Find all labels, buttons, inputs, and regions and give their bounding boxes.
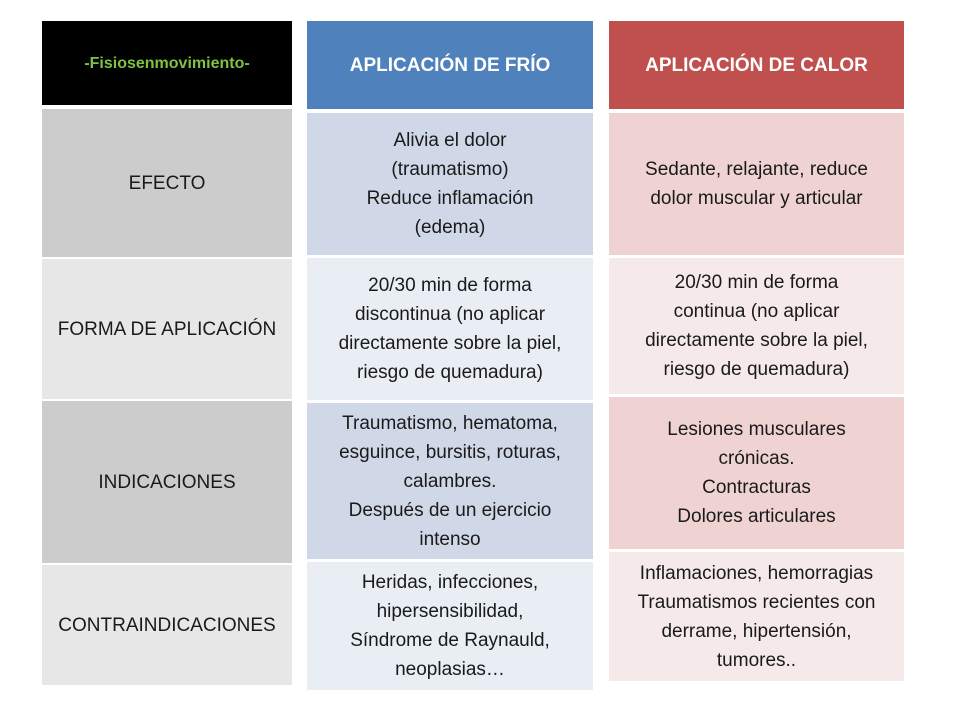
label-indicaciones: INDICACIONES <box>42 401 292 563</box>
label-contraindicaciones: CONTRAINDICACIONES <box>42 565 292 685</box>
frio-indicaciones: Traumatismo, hematoma, esguince, bursitis, roturas, calambres. Después de un ejercicio intenso <box>307 403 593 559</box>
labels-column <box>42 21 292 685</box>
label-efecto: EFECTO <box>42 109 292 257</box>
calor-contraindicaciones: Inflamaciones, hemorragias Traumatismos recientes con derrame, hipertensión, tumores.. <box>609 552 904 681</box>
calor-header: APLICACIÓN DE CALOR <box>609 21 904 109</box>
frio-forma: 20/30 min de forma discontinua (no aplicar directamente sobre la piel, riesgo de quemadura) <box>307 258 593 400</box>
frio-header: APLICACIÓN DE FRÍO <box>307 21 593 109</box>
label-forma: FORMA DE APLICACIÓN <box>42 259 292 399</box>
frio-efecto: Alivia el dolor (traumatismo) Reduce inflamación (edema) <box>307 113 593 255</box>
calor-forma: 20/30 min de forma continua (no aplicar directamente sobre la piel, riesgo de quemadura) <box>609 258 904 394</box>
calor-column <box>609 21 904 681</box>
calor-efecto: Sedante, relajante, reduce dolor muscular y articular <box>609 113 904 255</box>
calor-indicaciones: Lesiones musculares crónicas. Contracturas Dolores articulares <box>609 397 904 549</box>
brand-header: -Fisiosenmovimiento- <box>42 21 292 105</box>
frio-contraindicaciones: Heridas, infecciones, hipersensibilidad, Síndrome de Raynauld, neoplasias… <box>307 562 593 690</box>
frio-column <box>307 21 593 690</box>
